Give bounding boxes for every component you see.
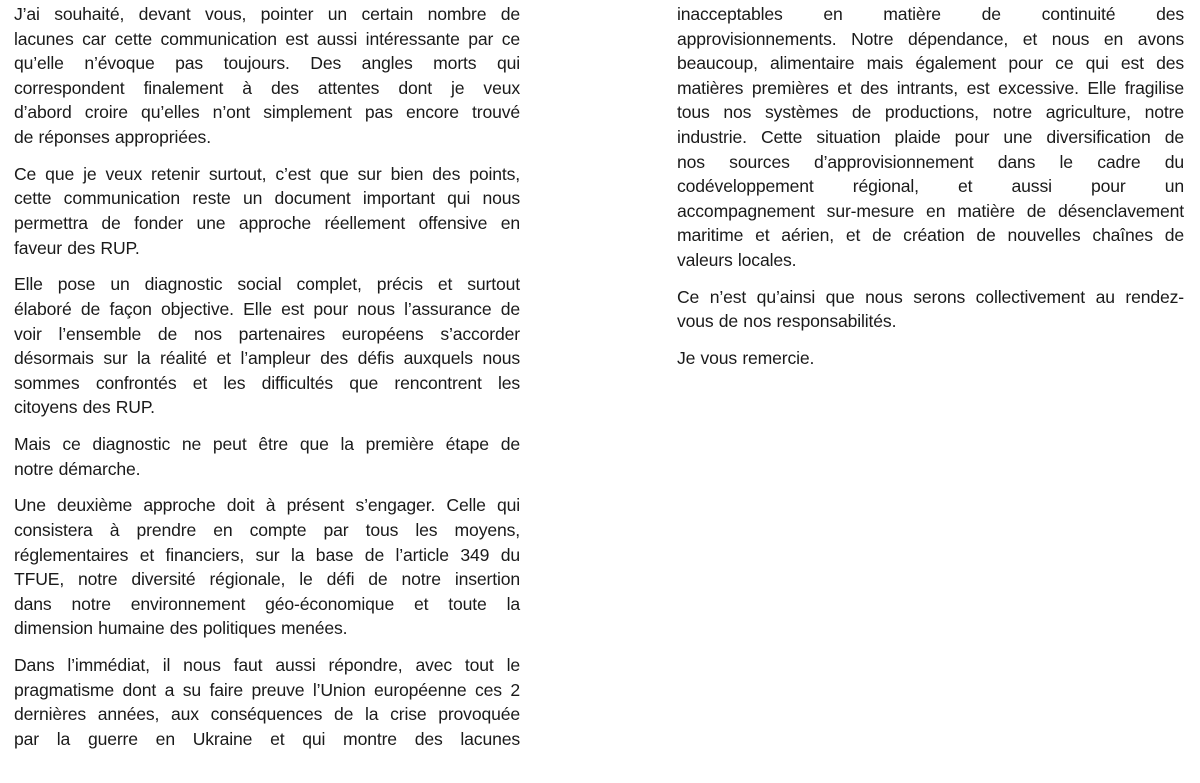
text-line: réglementaires et financiers, sur la base de l’article 349 du [14,544,520,565]
text-line: codéveloppement régional, et aussi pour un [677,176,1184,197]
text-line: accompagnement sur-mesure en matière de désenclavement [677,200,1184,221]
text-line: notre démarche. [14,458,141,479]
text-line: faveur des RUP. [14,237,140,258]
text-line: matières premières et des intrants, est excessive. Elle fragilise [677,77,1184,98]
text-line: dernières années, aux conséquences de la crise provoquée [14,704,520,725]
paragraph [677,346,1184,371]
text-line: Elle pose un diagnostic social complet, précis et surtout [14,274,520,295]
text-line: pragmatisme dont a su faire preuve l’Union européenne ces 2 [14,679,520,700]
text-line: élaboré de façon objective. Elle est pour nous l’assurance de [14,298,520,319]
paragraph [14,653,520,751]
text-line: citoyens des RUP. [14,397,155,418]
paragraph [14,272,520,420]
text-line: consistera à prendre en compte par tous les moyens, [14,520,520,541]
text-line: sommes confrontés et les difficultés que rencontrent les [14,372,520,393]
text-line: Une deuxième approche doit à présent s’engager. Celle qui [14,495,520,516]
text-line: qu’elle n’évoque pas toujours. Des angles morts qui [14,53,520,74]
text-line: d’abord croire qu’elles n’ont simplement pas encore trouvé [14,102,520,123]
text-line: inacceptables en matière de continuité des [677,4,1184,24]
paragraph [14,432,520,481]
paragraph [14,493,520,641]
text-line: tous nos systèmes de productions, notre agriculture, notre [677,102,1184,123]
text-line: correspondent finalement à des attentes dont je veux [14,77,520,98]
text-line: industrie. Cette situation plaide pour une diversification de [677,126,1184,147]
text-line: nos sources d’approvisionnement dans le cadre du [677,151,1184,172]
text-line: lacunes car cette communication est aussi intéressante par ce [14,28,520,49]
text-line: Mais ce diagnostic ne peut être que la première étape de [14,434,520,455]
text-line: permettra de fonder une approche réellement offensive en [14,212,520,233]
paragraph [677,2,1184,273]
paragraph [677,285,1184,334]
text-line: TFUE, notre diversité régionale, le défi de notre insertion [14,569,520,590]
text-line: beaucoup, alimentaire mais également pour ce qui est des [677,53,1184,74]
text-line: dimension humaine des politiques menées. [14,618,348,639]
text-line: maritime et aérien, et de création de nouvelles chaînes de [677,225,1184,246]
text-line: Dans l’immédiat, il nous faut aussi répondre, avec tout le [14,655,520,676]
text-line: vous de nos responsabilités. [677,311,897,332]
text-line: valeurs locales. [677,249,797,270]
text-line: J’ai souhaité, devant vous, pointer un certain nombre de [14,4,520,24]
right-column [677,2,1184,383]
text-line: de réponses appropriées. [14,126,211,147]
paragraph [14,2,520,150]
text-line: Je vous remercie. [677,348,815,369]
text-line: approvisionnements. Notre dépendance, et nous en avons [677,28,1184,49]
text-line: Ce que je veux retenir surtout, c’est que sur bien des points, [14,163,520,184]
text-line: dans notre environnement géo-économique et toute la [14,593,520,614]
left-column [14,2,520,764]
paragraph [14,162,520,260]
text-line: voir l’ensemble de nos partenaires européens s’accorder [14,323,520,344]
text-line: Ce n’est qu’ainsi que nous serons collectivement au rendez- [677,286,1184,307]
text-line: par la guerre en Ukraine et qui montre des lacunes [14,728,520,749]
text-line: cette communication reste un document important qui nous [14,188,520,209]
text-line: désormais sur la réalité et l’ampleur des défis auxquels nous [14,348,520,369]
